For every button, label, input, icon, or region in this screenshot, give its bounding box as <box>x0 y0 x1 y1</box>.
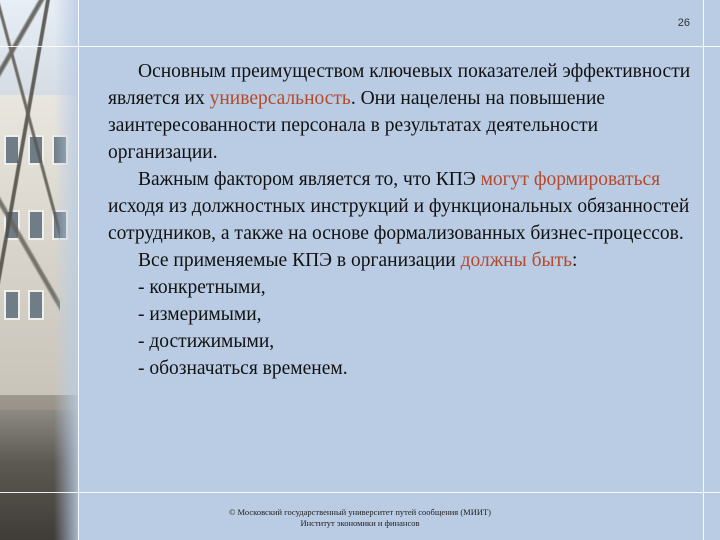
list-item: - измеримыми, <box>138 304 262 325</box>
frame-line-top <box>0 46 720 47</box>
list-item: - конкретными, <box>138 277 266 298</box>
paragraph-text: : <box>572 250 578 271</box>
paragraph-text: Все применяемые КПЭ в организации <box>138 250 461 271</box>
paragraph-2 <box>108 166 698 247</box>
list-item: - обозначаться временем. <box>138 358 348 379</box>
paragraph-text: Основным преимуществом ключевых показателей эффективности является их <box>108 61 691 109</box>
photo-fade <box>54 0 78 540</box>
background-photo <box>0 0 78 540</box>
highlighted-term: универсальность <box>209 88 351 109</box>
slide-number: 26 <box>677 17 690 29</box>
paragraph-text: . Они нацелены на повышение заинтересованности персонала в результатах деятельности организации. <box>108 88 606 163</box>
paragraph-3 <box>108 247 698 274</box>
slide-content <box>108 58 698 382</box>
footer-institute: Институт экономики и финансов <box>300 518 420 528</box>
paragraph-text: исходя из должностных инструкций и функциональных обязанностей сотрудников, а также на основе формализованных бизнес-процессов. <box>108 196 690 244</box>
frame-line-left <box>78 0 79 540</box>
list-item: - достижимыми, <box>138 331 275 352</box>
frame-line-right <box>703 0 704 540</box>
footer <box>150 507 570 529</box>
highlighted-term: могут формироваться <box>480 169 661 190</box>
footer-copyright: © Московский государственный университет путей сообщения (МИИТ) <box>228 507 492 517</box>
tree-branches <box>0 0 60 330</box>
paragraph-text: Важным фактором является то, что КПЭ <box>138 169 481 190</box>
frame-line-bottom <box>0 492 720 493</box>
highlighted-term: должны быть <box>460 250 573 271</box>
paragraph-1 <box>108 58 698 166</box>
